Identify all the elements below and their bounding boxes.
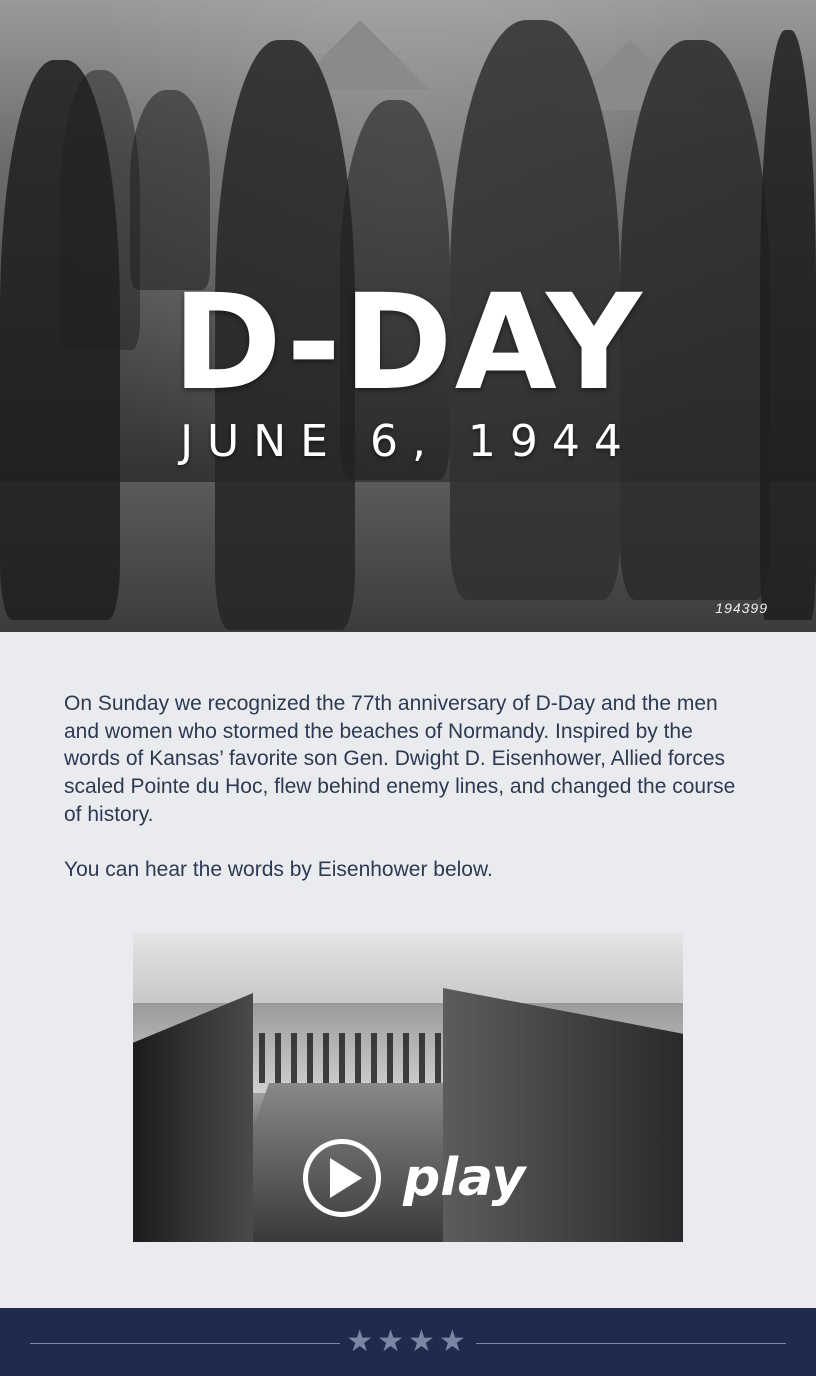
hero-title: D-DAY (172, 266, 644, 420)
article-body (64, 690, 744, 912)
play-label[interactable]: play (403, 1148, 526, 1208)
play-button[interactable] (303, 1138, 525, 1218)
article-paragraph: You can hear the words by Eisenhower below. (64, 858, 493, 882)
hero-image (0, 0, 816, 632)
star-icon: ★★★★ (346, 1324, 470, 1359)
soldier-figure (130, 90, 210, 290)
hero-date: JUNE 6, 1944 (180, 416, 636, 467)
article-paragraph: On Sunday we recognized the 77th anniversary of D-Day and the men and women who stormed the beaches of Normandy. Inspired by the words of Kansas’ favorite son Gen. Dwight D. Eisenhower, Allied forces scaled Pointe du Hoc, flew behind enemy lines, and changed the course of history. (64, 692, 736, 826)
footer-divider (476, 1343, 786, 1344)
footer-bar (0, 1308, 816, 1376)
photo-id: 194399 (715, 600, 768, 616)
video-player[interactable] (133, 933, 683, 1242)
play-circle-icon[interactable] (303, 1139, 381, 1217)
video-sky (133, 933, 683, 1003)
play-triangle-icon (330, 1158, 362, 1198)
footer-divider (30, 1343, 340, 1344)
